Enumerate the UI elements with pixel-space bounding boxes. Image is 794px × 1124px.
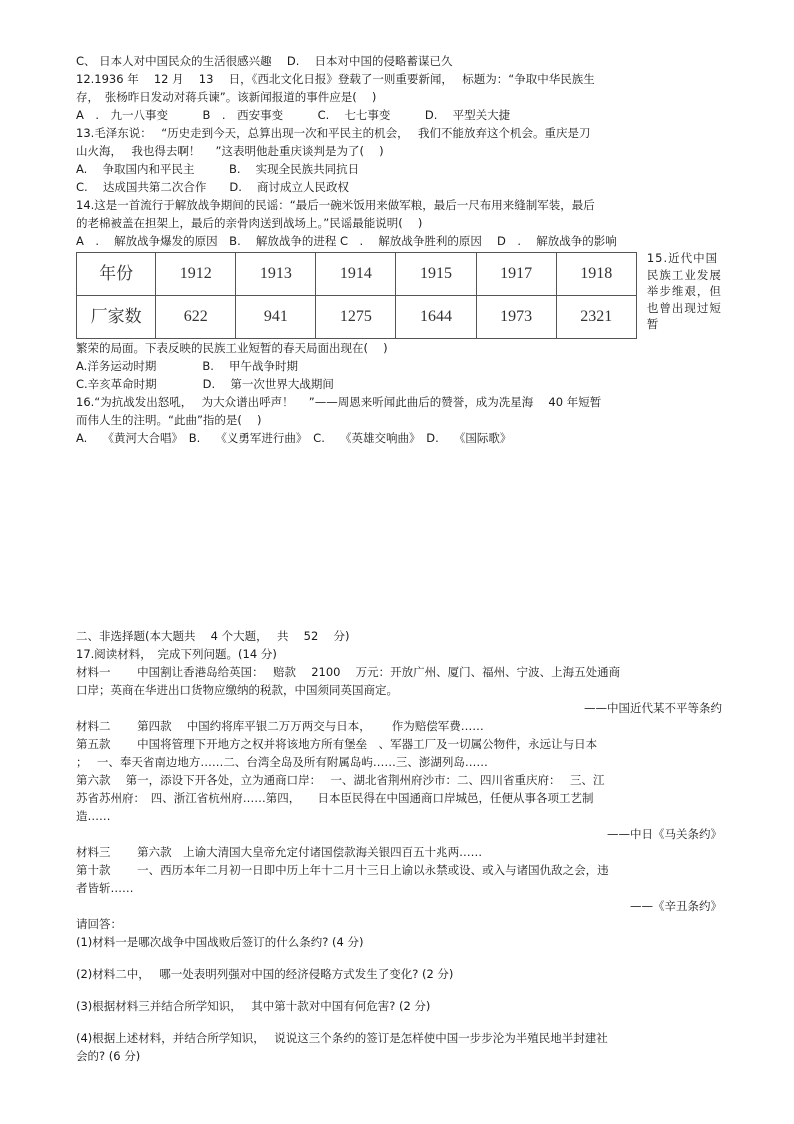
material1-source: ——中国近代某不平等条约 <box>584 701 722 715</box>
table-cell-year: 1913 <box>236 253 316 296</box>
material2-source: ——中日《马关条约》 <box>607 827 722 841</box>
table-cell-year: 1918 <box>556 253 636 296</box>
question-12 <box>76 70 722 124</box>
q13-options-cd: C. 达成国共第二次合作 D. 商讨成立人民政权 <box>76 180 350 194</box>
table-cell-year: 1912 <box>156 253 236 296</box>
table-header-factories: 厂家数 <box>77 296 156 339</box>
material2-line1: 材料二 第四款 中国约将库平银二万万两交与日本， 作为赔偿军费…… <box>76 719 484 733</box>
q12-stem-line1: 12.1936 年 12 月 13 日，《西北文化日报》登载了一则重要新闻， 标题为：“争取中华民族生 <box>76 72 595 86</box>
q14-options: A . 解放战争爆发的原因 B. 解放战争的进程 C . 解放战争胜利的原因 D . 解放战争的影响 <box>76 234 617 248</box>
material1-line1: 材料一 中国割让香港岛给英国： 赔款 2100 万元：开放广州、厦门、福州、宁波、上海五处通商 <box>76 665 621 679</box>
q16-stem-line1: 16.“为抗战发出怒吼， 为大众谱出呼声！ ”——周恩来听闻此曲后的赞誉，成为冼星海 40 年短暂 <box>76 395 602 409</box>
industry-table <box>76 252 637 339</box>
q15-table-area <box>76 250 722 339</box>
material2-line3: ； 一、奉天省南边地方……二、台湾全岛及所有附属岛屿……三、澎湖列岛…… <box>76 755 488 769</box>
table-cell-count: 1973 <box>476 296 556 339</box>
sub-question-3: (3)根据材料三并结合所学知识， 其中第十款对中国有何危害? (2 分) <box>76 999 431 1013</box>
question-16 <box>76 393 722 447</box>
table-cell-year: 1914 <box>316 253 396 296</box>
material3-source: ——《辛丑条约》 <box>630 899 722 913</box>
material2-line6: 造…… <box>76 809 111 823</box>
q13-stem-line1: 13.毛泽东说： “历史走到今天，总算出现一次和平民主的机会， 我们不能放弃这个机会。重庆是刀 <box>76 126 591 140</box>
material-1 <box>76 663 722 717</box>
sub-question-4-line2: 会的? (6 分) <box>76 1049 141 1063</box>
q15-options-ab: A.洋务运动时期 B. 甲午战争时期 <box>76 359 299 373</box>
q16-stem-line2: 而伟人生的注明。“此曲”指的是( ) <box>76 413 262 427</box>
q17-intro: 17.阅读材料， 完成下列问题。(14 分) <box>76 647 277 661</box>
table-cell-count: 941 <box>236 296 316 339</box>
blank-space <box>76 447 722 627</box>
q14-stem-line2: 的老棉被盖在担架上，最后的亲骨肉送到战场上。”民谣最能说明( ) <box>76 216 423 230</box>
material-2 <box>76 717 722 843</box>
table-cell-count: 2321 <box>556 296 636 339</box>
exam-page <box>76 52 722 1065</box>
material2-line2: 第五款 中国将管理下开地方之权并将该地方所有堡垒 、军器工厂及一切属公物件，永远让与日本 <box>76 737 598 751</box>
q11-options-tail: C、 日本人对中国民众的生活很感兴趣 D. 日本对中国的侵略蓄谋已久 <box>76 54 453 68</box>
sub-question-2: (2)材料二中， 哪一处表明列强对中国的经济侵略方式发生了变化? (2 分) <box>76 967 454 981</box>
table-cell-count: 1644 <box>396 296 476 339</box>
table-row-counts <box>77 296 637 339</box>
q14-stem-line1: 14.这是一首流行于解放战争期间的民谣：“最后一碗米饭用来做军粮，最后一尺布用来缝制军装，最后 <box>76 198 595 212</box>
sub-question-4-line1: (4)根据上述材料，并结合所学知识， 说说这三个条约的签订是怎样使中国一步步沦为半殖民地半封建社 <box>76 1031 608 1045</box>
material-3 <box>76 843 722 915</box>
material2-line4: 第六款 第一，添设下开各处，立为通商口岸： 一、湖北省荆州府沙市：二、四川省重庆府： 三、江 <box>76 773 605 787</box>
table-header-year: 年份 <box>77 253 156 296</box>
table-cell-count: 1275 <box>316 296 396 339</box>
table-cell-year: 1917 <box>476 253 556 296</box>
q13-options-ab: A. 争取国内和平民主 B. 实现全民族共同抗日 <box>76 162 360 176</box>
question-13 <box>76 124 722 196</box>
material3-line2: 第十款 一、西历本年二月初一日即中历上年十二月十三日上谕以永禁或设、或入与诸国仇敌之会，违 <box>76 863 609 877</box>
q16-options: A. 《黄河大合唱》 B. 《义勇军进行曲》 C. 《英雄交响曲》 D. 《国际歌》 <box>76 431 512 445</box>
table-cell-year: 1915 <box>396 253 476 296</box>
section-heading: 二、非选择题(本大题共 4 个大题， 共 52 分) <box>76 629 350 643</box>
answer-prompt: 请回答： <box>76 917 122 931</box>
sub-question-1: (1)材料一是哪次战争中国战败后签订的什么条约? (4 分) <box>76 935 364 949</box>
material2-line5: 苏省苏州府： 四、浙江省杭州府……第四， 日本臣民得在中国通商口岸城邑，任便从事各项工艺制 <box>76 791 594 805</box>
material3-line3: 者皆斩…… <box>76 881 134 895</box>
q12-options: A . 九一八事变 B . 西安事变 C. 七七事变 D. 平型关大捷 <box>76 108 511 122</box>
material1-line2: 口岸；英商在华进出口货物应缴纳的税款，中国须同英国商定。 <box>76 683 398 697</box>
question-15 <box>76 339 722 393</box>
table-cell-count: 622 <box>156 296 236 339</box>
table-row-years <box>77 253 637 296</box>
q15-stem-line: 繁荣的局面。下表反映的民族工业短暂的春天局面出现在( ) <box>76 341 388 355</box>
q12-stem-line2: 存， 张杨昨日发动对蒋兵谏”。该新闻报道的事件应是( ) <box>76 90 377 104</box>
material3-line1: 材料三 第六款 上谕大清国大皇帝允定付诸国偿款海关银四百五十兆两…… <box>76 845 483 859</box>
question-14 <box>76 196 722 250</box>
answer-questions <box>76 915 722 1065</box>
q15-options-cd: C.辛亥革命时期 D. 第一次世界大战期间 <box>76 377 334 391</box>
q13-stem-line2: 山火海， 我也得去啊！ ”这表明他赴重庆谈判是为了( ) <box>76 144 384 158</box>
q15-side-text: 15.近代中国民族工业发展举步维艰，但也曾出现过短暂 <box>646 251 722 331</box>
